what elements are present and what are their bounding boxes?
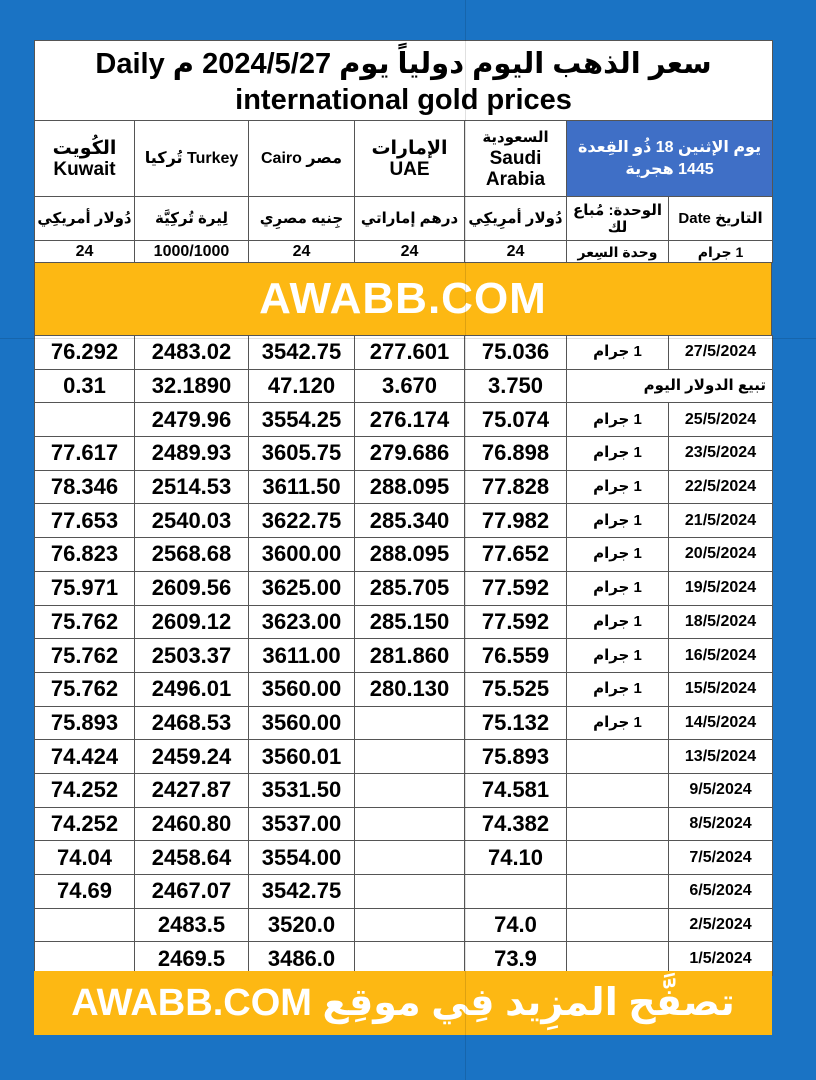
price-cairo: 3605.75 xyxy=(249,437,355,471)
price-uae: 285.150 xyxy=(355,605,465,639)
karat-cairo: 24 xyxy=(249,241,355,263)
row-unit xyxy=(567,908,669,942)
price-kuwait: 74.252 xyxy=(35,807,135,841)
row-date: 15/5/2024 xyxy=(669,672,773,706)
price-cairo: 3560.00 xyxy=(249,672,355,706)
table-row xyxy=(35,336,773,370)
vertical-guide-line xyxy=(465,0,466,1080)
unit-cairo: جِنيه مصرِي xyxy=(249,197,355,241)
price-turkey: 2609.56 xyxy=(135,571,249,605)
row-date: 21/5/2024 xyxy=(669,504,773,538)
price-saudi: 74.581 xyxy=(465,773,567,807)
row-date: 2/5/2024 xyxy=(669,908,773,942)
price-uae xyxy=(355,706,465,740)
table-row xyxy=(35,672,773,706)
row-unit: 1 جرام xyxy=(567,470,669,504)
price-saudi: 73.9 xyxy=(465,942,567,976)
price-turkey: 2469.5 xyxy=(135,942,249,976)
row-date: 7/5/2024 xyxy=(669,841,773,875)
table-row xyxy=(35,807,773,841)
dollar-kuwait: 0.31 xyxy=(35,369,135,403)
table-row xyxy=(35,908,773,942)
price-cairo: 3611.50 xyxy=(249,470,355,504)
hijri-date-line-1: يوم الإثنين 18 ذُو القِعدة xyxy=(577,138,762,156)
price-kuwait xyxy=(35,403,135,437)
price-saudi: 75.893 xyxy=(465,740,567,774)
row-unit xyxy=(567,841,669,875)
row-unit: 1 جرام xyxy=(567,403,669,437)
price-kuwait: 77.653 xyxy=(35,504,135,538)
table-row xyxy=(35,504,773,538)
row-date: 6/5/2024 xyxy=(669,875,773,909)
row-date: 1/5/2024 xyxy=(669,942,773,976)
header-turkey: Turkey تُركيا xyxy=(135,121,249,197)
header-kuwait xyxy=(35,121,135,197)
table-row xyxy=(35,538,773,572)
karat-turkey: 1000/1000 xyxy=(135,241,249,263)
price-saudi: 77.982 xyxy=(465,504,567,538)
row-unit xyxy=(567,773,669,807)
dollar-cairo: 47.120 xyxy=(249,369,355,403)
price-turkey: 2483.5 xyxy=(135,908,249,942)
price-cairo: 3531.50 xyxy=(249,773,355,807)
price-turkey: 2468.53 xyxy=(135,706,249,740)
unit-turkey: لِيرة تُركِيَّة xyxy=(135,197,249,241)
row-unit: 1 جرام xyxy=(567,672,669,706)
date-label: التاريخ Date xyxy=(669,197,773,241)
table-row xyxy=(35,605,773,639)
price-kuwait: 75.762 xyxy=(35,639,135,673)
price-kuwait: 78.346 xyxy=(35,470,135,504)
row-date: 18/5/2024 xyxy=(669,605,773,639)
price-uae: 285.705 xyxy=(355,571,465,605)
price-uae xyxy=(355,807,465,841)
price-uae: 279.686 xyxy=(355,437,465,471)
unit-label: الوحدة: مُباع لك xyxy=(567,197,669,241)
price-uae xyxy=(355,841,465,875)
price-cairo: 3623.00 xyxy=(249,605,355,639)
price-kuwait: 76.292 xyxy=(35,336,135,370)
price-cairo: 3625.00 xyxy=(249,571,355,605)
row-unit xyxy=(567,807,669,841)
hijri-date-box xyxy=(567,121,773,197)
price-kuwait: 74.69 xyxy=(35,875,135,909)
price-saudi: 74.0 xyxy=(465,908,567,942)
row-date: 19/5/2024 xyxy=(669,571,773,605)
table-row xyxy=(35,706,773,740)
header-saudi xyxy=(465,121,567,197)
row-unit: 1 جرام xyxy=(567,639,669,673)
karat-kuwait: 24 xyxy=(35,241,135,263)
price-saudi: 77.592 xyxy=(465,605,567,639)
header-kuwait-ar: الكُويت xyxy=(52,137,117,159)
price-uae: 288.095 xyxy=(355,470,465,504)
table-row xyxy=(35,875,773,909)
header-kuwait-en: Kuwait xyxy=(53,158,116,180)
row-date: 14/5/2024 xyxy=(669,706,773,740)
price-kuwait: 75.762 xyxy=(35,672,135,706)
row-unit: 1 جرام xyxy=(567,571,669,605)
table-row xyxy=(35,740,773,774)
karat-uae: 24 xyxy=(355,241,465,263)
price-uae: 285.340 xyxy=(355,504,465,538)
row-date: 16/5/2024 xyxy=(669,639,773,673)
price-turkey: 2459.24 xyxy=(135,740,249,774)
price-cairo: 3611.00 xyxy=(249,639,355,673)
hijri-date-line-2: 1445 هجرية xyxy=(625,160,714,178)
price-uae: 281.860 xyxy=(355,639,465,673)
price-kuwait: 74.252 xyxy=(35,773,135,807)
header-cairo: مصر Cairo xyxy=(249,121,355,197)
price-kuwait: 74.04 xyxy=(35,841,135,875)
row-unit: 1 جرام xyxy=(567,504,669,538)
dollar-rate-label: تبيع الدولار اليوم xyxy=(567,369,773,403)
price-kuwait xyxy=(35,908,135,942)
gold-price-sheet xyxy=(34,40,772,976)
price-cairo: 3542.75 xyxy=(249,336,355,370)
price-saudi: 75.036 xyxy=(465,336,567,370)
price-turkey: 2427.87 xyxy=(135,773,249,807)
price-saudi: 75.074 xyxy=(465,403,567,437)
price-turkey: 2483.02 xyxy=(135,336,249,370)
price-cairo: 3542.75 xyxy=(249,875,355,909)
price-kuwait: 77.617 xyxy=(35,437,135,471)
price-saudi: 74.10 xyxy=(465,841,567,875)
table-row xyxy=(35,841,773,875)
row-unit: 1 جرام xyxy=(567,437,669,471)
karat-saudi: 24 xyxy=(465,241,567,263)
row-date: 13/5/2024 xyxy=(669,740,773,774)
price-saudi: 75.132 xyxy=(465,706,567,740)
price-uae xyxy=(355,908,465,942)
price-turkey: 2479.96 xyxy=(135,403,249,437)
horizontal-guide-line xyxy=(0,338,816,339)
karat-unit: وحدة السِعر xyxy=(567,241,669,263)
price-saudi: 77.828 xyxy=(465,470,567,504)
price-turkey: 2514.53 xyxy=(135,470,249,504)
row-date: 27/5/2024 xyxy=(669,336,773,370)
price-saudi: 76.898 xyxy=(465,437,567,471)
price-turkey: 2458.64 xyxy=(135,841,249,875)
price-cairo: 3554.25 xyxy=(249,403,355,437)
price-cairo: 3560.01 xyxy=(249,740,355,774)
header-uae-en: UAE xyxy=(389,158,430,180)
unit-uae: درهم إماراتي xyxy=(355,197,465,241)
site-banner: AWABB.COM xyxy=(34,263,772,335)
table-row xyxy=(35,639,773,673)
row-date: 8/5/2024 xyxy=(669,807,773,841)
header-uae xyxy=(355,121,465,197)
header-saudi-en-1: Saudi xyxy=(489,148,542,169)
price-uae xyxy=(355,773,465,807)
row-unit: 1 جرام xyxy=(567,336,669,370)
price-cairo: 3622.75 xyxy=(249,504,355,538)
price-uae xyxy=(355,740,465,774)
price-cairo: 3520.0 xyxy=(249,908,355,942)
price-uae: 277.601 xyxy=(355,336,465,370)
price-turkey: 2540.03 xyxy=(135,504,249,538)
table-row xyxy=(35,470,773,504)
header-table xyxy=(34,40,773,263)
unit-kuwait: دُولار أمريكِي xyxy=(35,197,135,241)
price-saudi: 75.525 xyxy=(465,672,567,706)
row-date: 23/5/2024 xyxy=(669,437,773,471)
unit-saudi: دُولار أمرِيكِي xyxy=(465,197,567,241)
dollar-turkey: 32.1890 xyxy=(135,369,249,403)
price-uae: 276.174 xyxy=(355,403,465,437)
row-date: 25/5/2024 xyxy=(669,403,773,437)
price-kuwait: 74.424 xyxy=(35,740,135,774)
price-cairo: 3486.0 xyxy=(249,942,355,976)
row-unit: 1 جرام xyxy=(567,605,669,639)
price-cairo: 3560.00 xyxy=(249,706,355,740)
header-saudi-en-2: Arabia xyxy=(485,169,546,190)
row-date: 20/5/2024 xyxy=(669,538,773,572)
row-unit xyxy=(567,740,669,774)
table-row xyxy=(35,773,773,807)
row-unit: 1 جرام xyxy=(567,706,669,740)
price-turkey: 2568.68 xyxy=(135,538,249,572)
row-unit: 1 جرام xyxy=(567,538,669,572)
price-kuwait: 75.971 xyxy=(35,571,135,605)
page-title xyxy=(35,41,773,121)
row-date: 9/5/2024 xyxy=(669,773,773,807)
price-saudi: 74.382 xyxy=(465,807,567,841)
price-kuwait: 75.893 xyxy=(35,706,135,740)
price-saudi xyxy=(465,875,567,909)
price-table xyxy=(34,335,773,976)
price-turkey: 2467.07 xyxy=(135,875,249,909)
price-kuwait: 75.762 xyxy=(35,605,135,639)
price-saudi: 76.559 xyxy=(465,639,567,673)
price-cairo: 3537.00 xyxy=(249,807,355,841)
dollar-saudi: 3.750 xyxy=(465,369,567,403)
karat-date: 1 جرام xyxy=(669,241,773,263)
title-line-2: international gold prices xyxy=(235,83,572,116)
row-date: 22/5/2024 xyxy=(669,470,773,504)
price-cairo: 3554.00 xyxy=(249,841,355,875)
dollar-uae: 3.670 xyxy=(355,369,465,403)
price-turkey: 2609.12 xyxy=(135,605,249,639)
row-unit xyxy=(567,875,669,909)
price-turkey: 2460.80 xyxy=(135,807,249,841)
price-saudi: 77.592 xyxy=(465,571,567,605)
price-kuwait: 76.823 xyxy=(35,538,135,572)
table-row xyxy=(35,403,773,437)
table-row xyxy=(35,571,773,605)
table-row xyxy=(35,437,773,471)
price-uae: 280.130 xyxy=(355,672,465,706)
header-uae-ar: الإمارات xyxy=(371,137,448,159)
price-turkey: 2489.93 xyxy=(135,437,249,471)
header-saudi-ar: السعودية xyxy=(482,129,549,146)
price-uae xyxy=(355,875,465,909)
price-saudi: 77.652 xyxy=(465,538,567,572)
price-cairo: 3600.00 xyxy=(249,538,355,572)
price-uae: 288.095 xyxy=(355,538,465,572)
dollar-rate-row xyxy=(35,369,773,403)
title-line-1: سعر الذهب اليوم دولياً يوم 2024/5/27 م Daily xyxy=(95,47,712,80)
footer-banner: تصفَّح المزِيد فِي موقِع AWABB.COM xyxy=(34,971,772,1035)
price-turkey: 2496.01 xyxy=(135,672,249,706)
price-turkey: 2503.37 xyxy=(135,639,249,673)
